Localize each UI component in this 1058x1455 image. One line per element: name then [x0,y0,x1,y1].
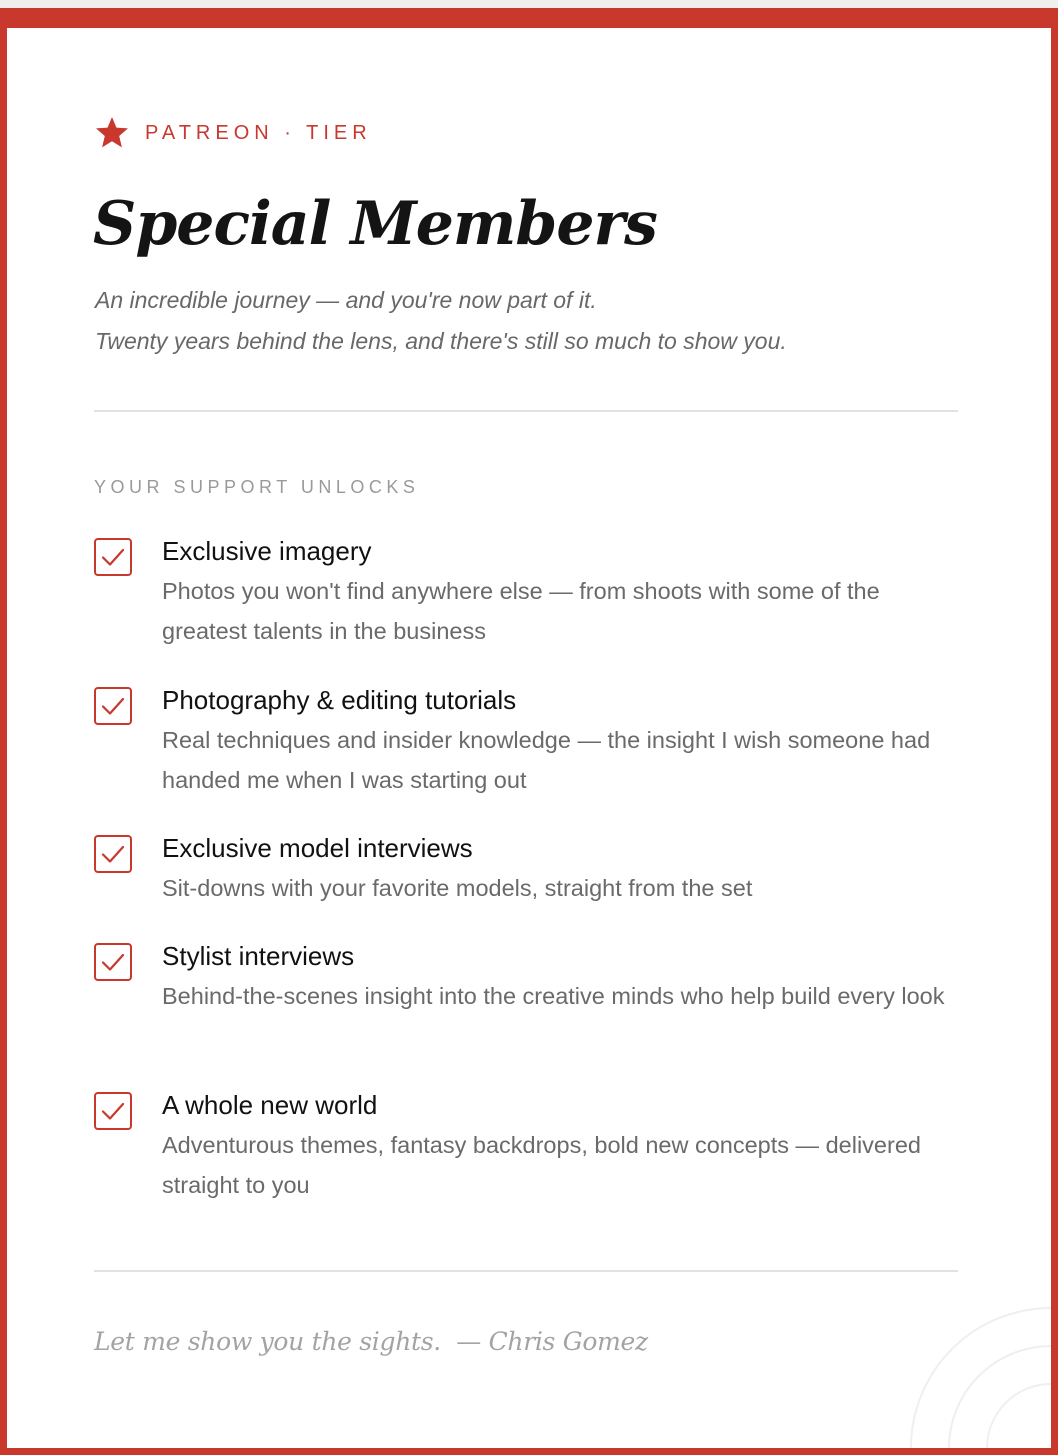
benefit-description: Real techniques and insider knowledge — the insight I wish someone had handed me when I was starting out [162,727,931,793]
subtitle-line-1: An incredible journey — and you're now part of it. [95,287,597,313]
benefit-description: Sit-downs with your favorite models, straight from the set [162,875,753,901]
signature-quote [94,1327,648,1356]
benefit-description: Photos you won't find anywhere else — from shoots with some of the greatest talents in the business [162,578,880,644]
benefit-title: Exclusive model interviews [162,833,473,863]
checkbox-checked-icon [94,1092,132,1130]
quote-author: — Chris Gomez [456,1327,648,1356]
benefit-title: A whole new world [162,1090,378,1120]
tier-card [0,8,1058,1455]
benefit-title: Photography & editing tutorials [162,685,517,715]
eyebrow [94,114,372,152]
page-title: Special Members [93,189,657,259]
benefit-description: Behind-the-scenes insight into the creative minds who help build every look [162,983,945,1009]
benefit-title: Stylist interviews [162,941,355,971]
divider [94,410,958,412]
divider [94,1270,958,1272]
subtitle-line-2: Twenty years behind the lens, and there's still so much to show you. [95,328,787,354]
section-label: YOUR SUPPORT UNLOCKS [94,477,420,497]
star-icon [94,115,130,151]
benefit-title: Exclusive imagery [162,536,372,566]
benefit-description: Adventurous themes, fantasy backdrops, bold new concepts — delivered straight to you [162,1132,921,1198]
quote-text: Let me show you the sights. [94,1327,441,1356]
checkbox-checked-icon [94,943,132,981]
checkbox-checked-icon [94,538,132,576]
checkbox-checked-icon [94,687,132,725]
eyebrow-label: PATREON · TIER [145,121,372,144]
checkbox-checked-icon [94,835,132,873]
